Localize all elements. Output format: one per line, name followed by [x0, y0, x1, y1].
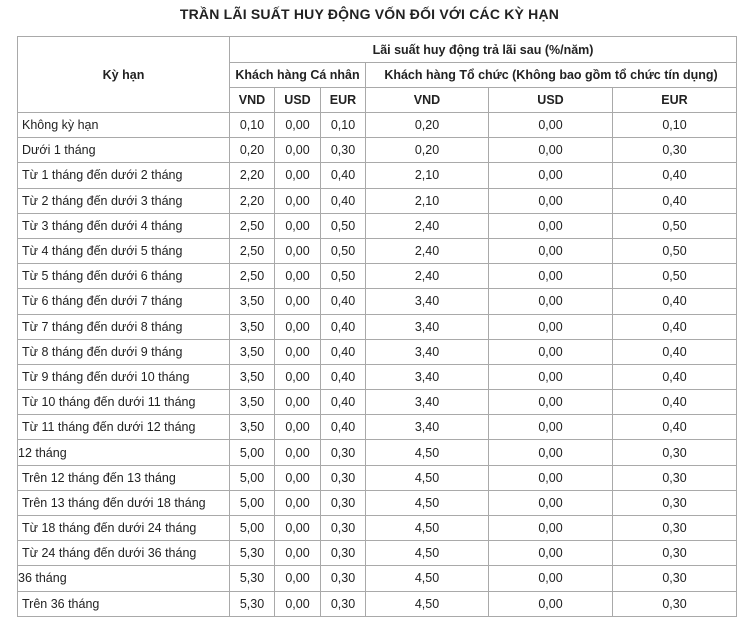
term-cell: Từ 4 tháng đến dưới 5 tháng: [18, 238, 230, 263]
organization-vnd-cell: 4,50: [366, 440, 489, 465]
organization-usd-cell: 0,00: [489, 490, 613, 515]
organization-usd-cell: 0,00: [489, 163, 613, 188]
organization-usd-cell: 0,00: [489, 264, 613, 289]
individual-eur-cell: 0,40: [321, 314, 366, 339]
individual-vnd-cell: 0,20: [230, 138, 275, 163]
individual-eur-cell: 0,40: [321, 415, 366, 440]
organization-usd-cell: 0,00: [489, 113, 613, 138]
table-row: [18, 440, 737, 465]
table-row: [18, 188, 737, 213]
individual-usd-cell: 0,00: [275, 440, 321, 465]
table-row: [18, 314, 737, 339]
organization-eur-cell: 0,30: [613, 541, 737, 566]
table-row: [18, 566, 737, 591]
organization-usd-cell: 0,00: [489, 440, 613, 465]
organization-vnd-cell: 0,20: [366, 138, 489, 163]
individual-usd-cell: 0,00: [275, 264, 321, 289]
individual-usd-cell: 0,00: [275, 415, 321, 440]
organization-eur-cell: 0,40: [613, 415, 737, 440]
term-cell: Từ 6 tháng đến dưới 7 tháng: [18, 289, 230, 314]
individual-eur-cell: 0,40: [321, 289, 366, 314]
term-cell: Trên 36 tháng: [18, 591, 230, 616]
currency-header: EUR: [321, 88, 366, 113]
individual-vnd-cell: 5,00: [230, 440, 275, 465]
individual-vnd-cell: 3,50: [230, 289, 275, 314]
individual-usd-cell: 0,00: [275, 390, 321, 415]
individual-eur-cell: 0,30: [321, 566, 366, 591]
individual-vnd-cell: 5,30: [230, 591, 275, 616]
organization-usd-cell: 0,00: [489, 591, 613, 616]
table-row: [18, 415, 737, 440]
organization-eur-cell: 0,50: [613, 213, 737, 238]
term-cell: Từ 1 tháng đến dưới 2 tháng: [18, 163, 230, 188]
organization-eur-cell: 0,40: [613, 339, 737, 364]
organization-eur-cell: 0,50: [613, 238, 737, 263]
individual-eur-cell: 0,30: [321, 465, 366, 490]
organization-vnd-cell: 0,20: [366, 113, 489, 138]
term-cell: Từ 10 tháng đến dưới 11 tháng: [18, 390, 230, 415]
table-row: [18, 264, 737, 289]
term-cell: Không kỳ hạn: [18, 113, 230, 138]
term-cell: Trên 13 tháng đến dưới 18 tháng: [18, 490, 230, 515]
organization-usd-cell: 0,00: [489, 289, 613, 314]
individual-eur-cell: 0,40: [321, 188, 366, 213]
organization-usd-cell: 0,00: [489, 238, 613, 263]
individual-usd-cell: 0,00: [275, 490, 321, 515]
organization-usd-cell: 0,00: [489, 566, 613, 591]
organization-usd-cell: 0,00: [489, 339, 613, 364]
table-row: [18, 163, 737, 188]
individual-vnd-cell: 5,00: [230, 490, 275, 515]
individual-vnd-cell: 5,30: [230, 566, 275, 591]
individual-vnd-cell: 3,50: [230, 364, 275, 389]
organization-usd-cell: 0,00: [489, 516, 613, 541]
individual-usd-cell: 0,00: [275, 541, 321, 566]
organization-vnd-cell: 3,40: [366, 390, 489, 415]
header-row-1: [18, 37, 737, 63]
organization-vnd-cell: 4,50: [366, 490, 489, 515]
organization-eur-cell: 0,40: [613, 314, 737, 339]
individual-eur-cell: 0,30: [321, 490, 366, 515]
page-title: TRẦN LÃI SUẤT HUY ĐỘNG VỐN ĐỐI VỚI CÁC KỲ HẠN: [179, 6, 560, 22]
individual-usd-cell: 0,00: [275, 113, 321, 138]
individual-usd-cell: 0,00: [275, 238, 321, 263]
term-cell: Từ 8 tháng đến dưới 9 tháng: [18, 339, 230, 364]
individual-vnd-cell: 3,50: [230, 314, 275, 339]
individual-vnd-cell: 0,10: [230, 113, 275, 138]
term-cell: Dưới 1 tháng: [18, 138, 230, 163]
organization-vnd-cell: 2,40: [366, 238, 489, 263]
individual-usd-cell: 0,00: [275, 314, 321, 339]
table-row: [18, 289, 737, 314]
individual-eur-cell: 0,40: [321, 364, 366, 389]
individual-usd-cell: 0,00: [275, 591, 321, 616]
organization-eur-cell: 0,10: [613, 113, 737, 138]
individual-eur-cell: 0,30: [321, 541, 366, 566]
table-row: [18, 591, 737, 616]
organization-vnd-cell: 4,50: [366, 591, 489, 616]
organization-usd-cell: 0,00: [489, 314, 613, 339]
table-row: [18, 490, 737, 515]
term-cell: Từ 11 tháng đến dưới 12 tháng: [18, 415, 230, 440]
term-cell: 36 tháng: [18, 566, 230, 591]
individual-eur-cell: 0,50: [321, 264, 366, 289]
organization-vnd-cell: 4,50: [366, 516, 489, 541]
individual-usd-cell: 0,00: [275, 465, 321, 490]
individual-vnd-cell: 2,50: [230, 213, 275, 238]
individual-vnd-cell: 5,00: [230, 516, 275, 541]
term-cell: Từ 9 tháng đến dưới 10 tháng: [18, 364, 230, 389]
table-row: [18, 213, 737, 238]
organization-vnd-cell: 2,40: [366, 213, 489, 238]
individual-vnd-cell: 2,50: [230, 238, 275, 263]
currency-header: USD: [275, 88, 321, 113]
organization-vnd-cell: 2,10: [366, 188, 489, 213]
individual-usd-cell: 0,00: [275, 339, 321, 364]
table-row: [18, 516, 737, 541]
organization-vnd-cell: 2,10: [366, 163, 489, 188]
table-row: [18, 465, 737, 490]
individual-usd-cell: 0,00: [275, 188, 321, 213]
organization-eur-cell: 0,40: [613, 390, 737, 415]
currency-header: VND: [230, 88, 275, 113]
individual-vnd-cell: 5,30: [230, 541, 275, 566]
organization-usd-cell: 0,00: [489, 390, 613, 415]
organization-eur-cell: 0,40: [613, 364, 737, 389]
table-row: [18, 541, 737, 566]
rate-group-header: Lãi suất huy động trả lãi sau (%/năm): [230, 37, 737, 63]
individual-vnd-cell: 3,50: [230, 390, 275, 415]
individual-eur-cell: 0,40: [321, 339, 366, 364]
individual-eur-cell: 0,40: [321, 390, 366, 415]
currency-header: VND: [366, 88, 489, 113]
individual-vnd-cell: 3,50: [230, 339, 275, 364]
interest-rate-table: [17, 36, 737, 617]
organization-vnd-cell: 3,40: [366, 289, 489, 314]
organization-eur-cell: 0,40: [613, 188, 737, 213]
organization-eur-cell: 0,30: [613, 591, 737, 616]
individual-vnd-cell: 2,20: [230, 188, 275, 213]
table-row: [18, 238, 737, 263]
organization-eur-cell: 0,30: [613, 138, 737, 163]
organization-vnd-cell: 3,40: [366, 339, 489, 364]
table-row: [18, 390, 737, 415]
organization-usd-cell: 0,00: [489, 465, 613, 490]
organization-eur-cell: 0,30: [613, 566, 737, 591]
table-row: [18, 113, 737, 138]
organization-eur-cell: 0,30: [613, 490, 737, 515]
individual-usd-cell: 0,00: [275, 213, 321, 238]
organization-usd-cell: 0,00: [489, 541, 613, 566]
term-cell: Từ 18 tháng đến dưới 24 tháng: [18, 516, 230, 541]
organization-usd-cell: 0,00: [489, 415, 613, 440]
organization-eur-cell: 0,30: [613, 440, 737, 465]
organization-vnd-cell: 3,40: [366, 364, 489, 389]
individual-eur-cell: 0,50: [321, 238, 366, 263]
organization-usd-cell: 0,00: [489, 213, 613, 238]
organization-vnd-cell: 4,50: [366, 566, 489, 591]
term-cell: Trên 12 tháng đến 13 tháng: [18, 465, 230, 490]
organization-eur-cell: 0,40: [613, 163, 737, 188]
organization-vnd-cell: 4,50: [366, 465, 489, 490]
individual-usd-cell: 0,00: [275, 364, 321, 389]
individual-usd-cell: 0,00: [275, 138, 321, 163]
table-row: [18, 364, 737, 389]
individual-usd-cell: 0,00: [275, 163, 321, 188]
organization-eur-cell: 0,50: [613, 264, 737, 289]
individual-eur-cell: 0,40: [321, 163, 366, 188]
individual-vnd-cell: 5,00: [230, 465, 275, 490]
organization-vnd-cell: 4,50: [366, 541, 489, 566]
organization-vnd-cell: 3,40: [366, 415, 489, 440]
individual-eur-cell: 0,10: [321, 113, 366, 138]
currency-header: EUR: [613, 88, 737, 113]
individual-usd-cell: 0,00: [275, 289, 321, 314]
organization-customer-header: Khách hàng Tổ chức (Không bao gồm tổ chức tín dụng): [366, 63, 737, 88]
individual-vnd-cell: 2,20: [230, 163, 275, 188]
table-row: [18, 339, 737, 364]
individual-eur-cell: 0,30: [321, 516, 366, 541]
term-cell: Từ 3 tháng đến dưới 4 tháng: [18, 213, 230, 238]
individual-eur-cell: 0,50: [321, 213, 366, 238]
organization-eur-cell: 0,40: [613, 289, 737, 314]
organization-usd-cell: 0,00: [489, 138, 613, 163]
table-body: [18, 113, 737, 617]
individual-customer-header: Khách hàng Cá nhân: [230, 63, 366, 88]
individual-eur-cell: 0,30: [321, 591, 366, 616]
term-column-header: Kỳ hạn: [18, 37, 230, 113]
individual-vnd-cell: 2,50: [230, 264, 275, 289]
individual-usd-cell: 0,00: [275, 566, 321, 591]
term-cell: Từ 24 tháng đến dưới 36 tháng: [18, 541, 230, 566]
term-cell: Từ 2 tháng đến dưới 3 tháng: [18, 188, 230, 213]
individual-eur-cell: 0,30: [321, 138, 366, 163]
individual-eur-cell: 0,30: [321, 440, 366, 465]
organization-usd-cell: 0,00: [489, 364, 613, 389]
term-cell: 12 tháng: [18, 440, 230, 465]
term-cell: Từ 7 tháng đến dưới 8 tháng: [18, 314, 230, 339]
organization-eur-cell: 0,30: [613, 465, 737, 490]
organization-usd-cell: 0,00: [489, 188, 613, 213]
individual-vnd-cell: 3,50: [230, 415, 275, 440]
organization-eur-cell: 0,30: [613, 516, 737, 541]
currency-header: USD: [489, 88, 613, 113]
individual-usd-cell: 0,00: [275, 516, 321, 541]
organization-vnd-cell: 3,40: [366, 314, 489, 339]
term-cell: Từ 5 tháng đến dưới 6 tháng: [18, 264, 230, 289]
table-row: [18, 138, 737, 163]
organization-vnd-cell: 2,40: [366, 264, 489, 289]
